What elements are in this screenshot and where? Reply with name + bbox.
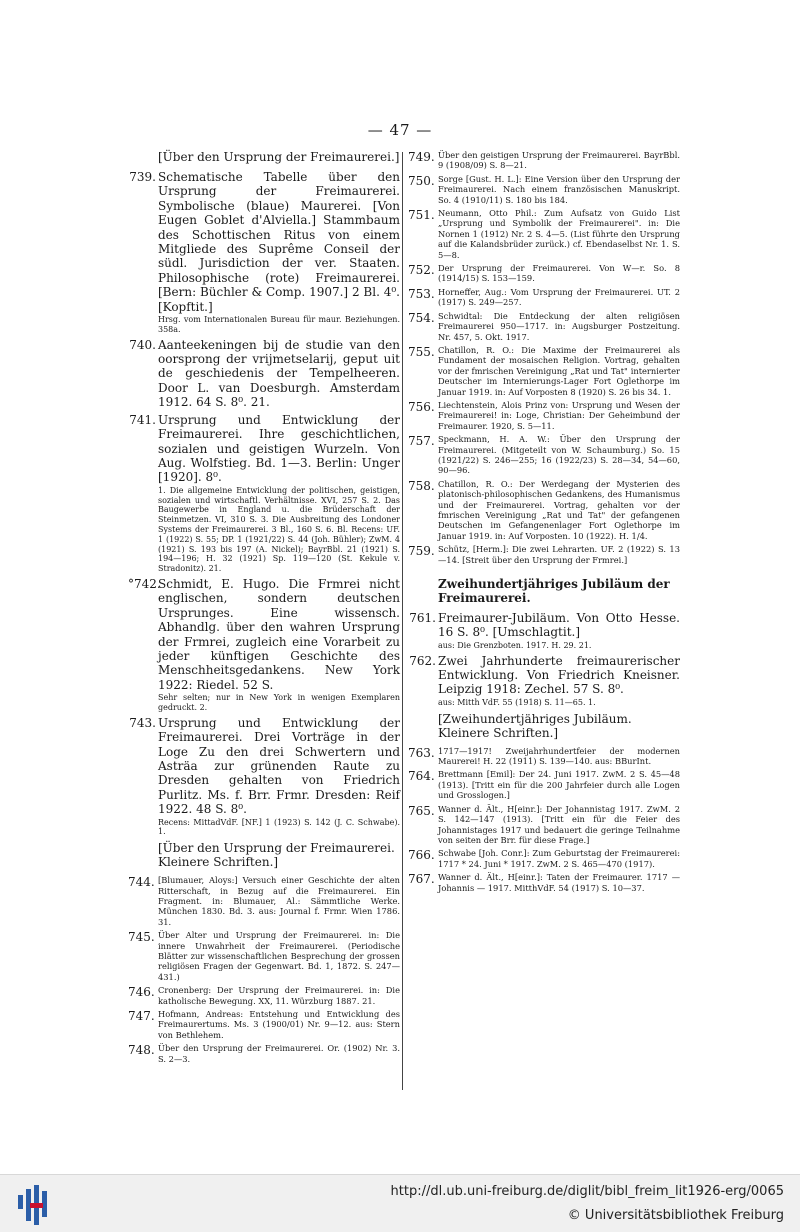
bibliography-entry [128,577,400,713]
bibliography-entry [408,208,680,260]
entry-number: 754. [408,310,435,325]
entry-text: Schwabe [Joh. Conr.]: Zum Geburtstag der Freimaurerei: 1717 * 24. Juni * 1917. ZwM. 2 S. 465—470 (1917). [438,848,680,869]
entry-text: Schütz, [Herm.]: Die zwei Lehrarten. UF. 2 (1922) S. 13—14. [Streit über den Ursprung der Frmrei.] [438,544,680,565]
entry-number: 741. [129,412,156,427]
column-divider [402,152,403,1090]
entry-note: Recens: MittadVdF. [NF.] 1 (1923) S. 142 (J. C. Schwabe). 1. [158,817,400,837]
entry-number: 740. [129,337,156,352]
bibliography-entry [408,434,680,476]
left-column [128,150,400,1067]
entry-number: 747. [128,1009,155,1024]
entry-text: Über den Ursprung der Freimaurerei. Or. (1902) Nr. 3. S. 2—3. [158,1043,400,1064]
entry-number: 745. [128,930,155,945]
entry-text: Schematische Tabelle über den Ursprung der Freimaurerei. Symbolische (blaue) Maurerei. [Von Eugen Goblet d'Alviella.] Stammbaum des Schottischen Ritus von einem Mitgliede des Suprême Conseil der südl. Jurisdiction der ver. Staaten. Philosophische (rote) Freimaurerei. [Bern: Büchler & Comp. 1907.] 2 Bl. 4⁰. [Kopftit.] [158,170,400,314]
bibliography-entry [408,654,680,708]
entry-text: Chatillon, R. O.: Die Maxime der Freimaurerei als Fundament der mosaischen Religion. Vortrag, gehalten vor der fmrischen Vereinigung „Rat und Tat" internierter Deutscher im Internierungs-Lager Fort Oglethorpe im Januar 1919. in: Auf Vorposten 8 (1920) S. 26 bis 34. 1. [438,344,680,397]
entry-note: Sehr selten; nur in New York in wenigen Exemplaren gedruckt. 2. [158,693,400,712]
permalink-url[interactable]: http://dl.ub.uni-freiburg.de/diglit/bibl_freim_lit1926-erg/0065 [390,1184,784,1199]
section-bracket-header: [Zweihundertjähriges Jubiläum. Kleinere Schriften.] [438,711,632,740]
section-bracket-header: [Über den Ursprung der Freimaurerei. Kleinere Schriften.] [158,841,395,870]
entry-note: 1. Die allgemeine Entwicklung der politischen, geistigen, sozialen und wirtschaftl. Verhältnisse. XVI, 257 S. 2. Das Baugewerbe in England u. die Brüderschaft der Steinmetzen. VI, 310 S. 3. Die Ausbreitung des Londoner Systems der Freimaurerei. 3 Bl., 160 S. 6. Bl. Recens: UF. 1 (1922) S. 55; DP. 1 (1921/22) S. 44 (Joh. Bühler); ZwM. 4 (1921) S. 193 bis 197 (A. Nickel); BayrBbl. 21 (1921) S. 194—196; H. 32 (1921) Sp. 119—120 (St. Kekule v. Stradonitz). 21. [158,485,400,574]
entry-number: 755. [408,344,435,359]
right-column [408,150,680,896]
bibliography-entry [408,479,680,541]
entry-number: 764. [408,769,435,784]
entry-text: Hofmann, Andreas: Entstehung und Entwicklung des Freimaurertums. Ms. 3 (1900/01) Nr. 9—12. aus: Stern von Bethlehem. [158,1009,400,1040]
entry-number: 743. [129,715,156,730]
entry-number: 758. [408,478,435,493]
bibliography-entry [408,769,680,800]
bibliography-entry [408,311,680,342]
bibliography-entry [408,150,680,171]
entry-text: 1717—1917! Zweijahrhundertfeier der modernen Maurerei! H. 22 (1911) S. 139—140. aus: BBurInt. [438,745,680,767]
bibliography-entry [408,544,680,565]
entry-number: 751. [408,208,435,223]
entry-text: Brettmann [Emil]: Der 24. Juni 1917. ZwM. 2 S. 45—48 (1913). [Tritt ein für die 200 Jahrfeier durch alle Logen und Grosslogen.] [438,769,680,801]
entry-text: Zwei Jahrhunderte freimaurerischer Entwicklung. Von Friedrich Kneisner. Leipzig 1918: Zechel. 57 S. 8⁰. [438,653,680,697]
entry-number: 766. [408,848,435,863]
entry-number: 767. [408,872,435,887]
bibliography-entry [128,170,400,335]
entry-text: Liechtenstein, Alois Prinz von: Ursprung und Wesen der Freimaurerei! in: Loge, Christian: Der Geheimbund der Freimaurer. 1920, S. 5—11. [438,399,680,431]
entry-number: 756. [408,399,435,414]
ub-freiburg-logo-icon[interactable] [17,1185,51,1225]
entry-text: Chatillon, R. O.: Der Werdegang der Mysterien des platonisch-philosophischen Gedankens, des Humanismus und der Freimaurerei. Vortrag, gehalten vor der fmrischen Vereinigung „Rat und Tat" der gefangenen Deutschen im Gefangenenlager Fort Oglethorpe im Januar 1919. in: Auf Vorposten. 10 (1922). H. 1/4. [438,478,680,541]
section-bracket-header: [Über den Ursprung der Freimaurerei.] [158,150,400,164]
bibliography-entry [408,804,680,846]
entry-text: Ursprung und Entwicklung der Freimaurerei. Drei Vorträge in der Loge Zu den drei Schwertern und Asträa zur grünenden Raute zu Dresden gehalten von Friedrich Purlitz. Ms. f. Brr. Frmr. Dresden: Reif 1922. 48 S. 8⁰. [158,715,400,817]
bibliography-entry [128,875,400,927]
copyright-notice: © Universitätsbibliothek Freiburg [567,1208,784,1223]
entry-text: Über den geistigen Ursprung der Freimaurerei. BayrBbl. 9 (1908/09) S. 8—21. [438,150,680,171]
bibliography-entry [408,746,680,767]
section-heading: Zweihundertjähriges Jubiläum der Freimaurerei. [438,577,670,606]
bibliography-entry [128,985,400,1006]
bibliography-entry [408,872,680,893]
entry-text: Schmidt, E. Hugo. Die Frmrei nicht englischen, sondern deutschen Ursprunges. Eine wissensch. Abhandlg. über den wahren Ursprung der Frmrei, zugleich eine Vorarbeit zu jeder künftigen Geschichte des Menschheitsgedankens. New York 1922: Riedel. 52 S. [158,576,400,692]
bibliography-entry [408,400,680,431]
viewer-footer [0,1174,800,1232]
entry-note: aus: Die Grenzboten. 1917. H. 29. 21. [438,640,592,650]
entry-text: Horneffer, Aug.: Vom Ursprung der Freimaurerei. UT. 2 (1917) S. 249—257. [438,286,680,308]
entry-number: 746. [128,985,155,1000]
entry-number: 762. [409,653,436,668]
entry-text: Über Alter und Ursprung der Freimaurerei. in: Die innere Unwahrheit der Freimaurerei. (Periodische Blätter zur wissenschaftlichen Besprechung der grossen religiösen Fragen der Gegenwart. Bd. 1, 1872. S. 247—431.) [158,930,400,982]
bibliography-entry [408,287,680,308]
entry-number: 753. [408,286,435,301]
entry-text: Neumann, Otto Phil.: Zum Aufsatz von Guido List „Ursprung und Symbolik der Freimaurerei". in: Die Nornen 1 (1912) Nr. 2 S. 4—5. (List führte den Ursprung auf die Kalandsbrüder zurück.) cf. Ebendaselbst Nr. 1. S. 5—8. [438,208,680,260]
entry-note: Hrsg. vom Internationalen Bureau für maur. Beziehungen. 358a. [158,315,400,334]
entry-number: 763. [408,745,435,760]
entry-number: °742. [128,576,161,591]
entry-number: 750. [408,173,435,188]
entry-text: Schwidtal: Die Entdeckung der alten religiösen Freimaurerei 950—1717. in: Augsburger Postzeitung. Nr. 457, 5. Okt. 1917. [438,310,680,342]
entry-text: Sorge [Gust. H. L.]: Eine Version über den Ursprung der Freimaurerei. Nach einem französischen Manuskript. So. 4 (1910/11) S. 180 bis 184. [438,173,680,205]
bibliography-entry [408,345,680,397]
bibliography-entry [128,413,400,574]
bibliography-entry [128,930,400,982]
entry-text: Ursprung und Entwicklung der Freimaurerei. Ihre geschichtlichen, sozialen und geistigen Wurzeln. Von Aug. Wolfstieg. Bd. 1—3. Berlin: Unger [1920]. 8⁰. [158,412,400,485]
bibliography-entry [128,716,400,837]
entry-number: 744. [128,875,155,890]
entry-number: 757. [408,434,435,449]
entry-number: 761. [409,611,436,626]
bibliography-entry [128,338,400,410]
entry-number: 752. [408,263,435,278]
entry-text: Freimaurer-Jubiläum. Von Otto Hesse. 16 S. 8⁰. [Umschlagtit.] [438,611,680,640]
bibliography-entry [408,611,680,651]
entry-text: Cronenberg: Der Ursprung der Freimaurerei. in: Die katholische Bewegung. XX, 11. Würzburg 1887. 21. [158,985,400,1006]
entry-number: 748. [128,1043,155,1058]
page-number: — 47 — [367,121,433,139]
entry-number: 739. [129,170,156,184]
entry-text: Der Ursprung der Freimaurerei. Von W—r. So. 8 (1914/15) S. 153—159. [438,263,680,284]
entry-text: Speckmann, H. A. W.: Über den Ursprung der Freimaurerei. (Mitgeteilt von W. Schaumburg.) So. 15 (1921/22) S. 246—255; 16 (1922/23) S. 28—34, 54—60, 90—96. [438,434,680,476]
bibliography-entry [408,174,680,205]
entry-text: [Blumauer, Aloys:] Versuch einer Geschichte der alten Ritterschaft, in Bezug auf die Freimaurerei. Ein Fragment. in: Blumauer, Al.: Sämmtliche Werke. München 1830. Bd. 3. aus: Journal f. Frmr. Wien 1786. 31. [158,875,400,927]
entry-text: Wanner d. Ält., H[einr.]: Taten der Freimaurer. 1717 — Johannis — 1917. MitthVdF. 54 (1917) S. 10—37. [438,872,680,893]
entry-text: Aanteekeningen bij de studie van den oorsprong der vrijmetselarij, geput uit de geschiedenis der Tempelheeren. Door L. van Doesburgh. Amsterdam 1912. 64 S. 8⁰. 21. [158,337,400,410]
entry-number: 749. [408,150,435,164]
entry-text: Wanner d. Ält., H[einr.]: Der Johannistag 1917. ZwM. 2 S. 142—147 (1913). [Tritt ein für die Feier des Johannistages 1917 und bedauert die geringe Teilnahme von seiten der Brr. für diese Frage.] [438,803,680,845]
bibliography-entry [408,848,680,869]
bibliography-entry [128,1043,400,1064]
entry-note: aus: Mitth VdF. 55 (1918) S. 11—65. 1. [438,697,596,707]
bibliography-entry [408,263,680,284]
entry-number: 765. [408,803,435,818]
entry-number: 759. [408,544,435,559]
bibliography-entry [128,1009,400,1040]
